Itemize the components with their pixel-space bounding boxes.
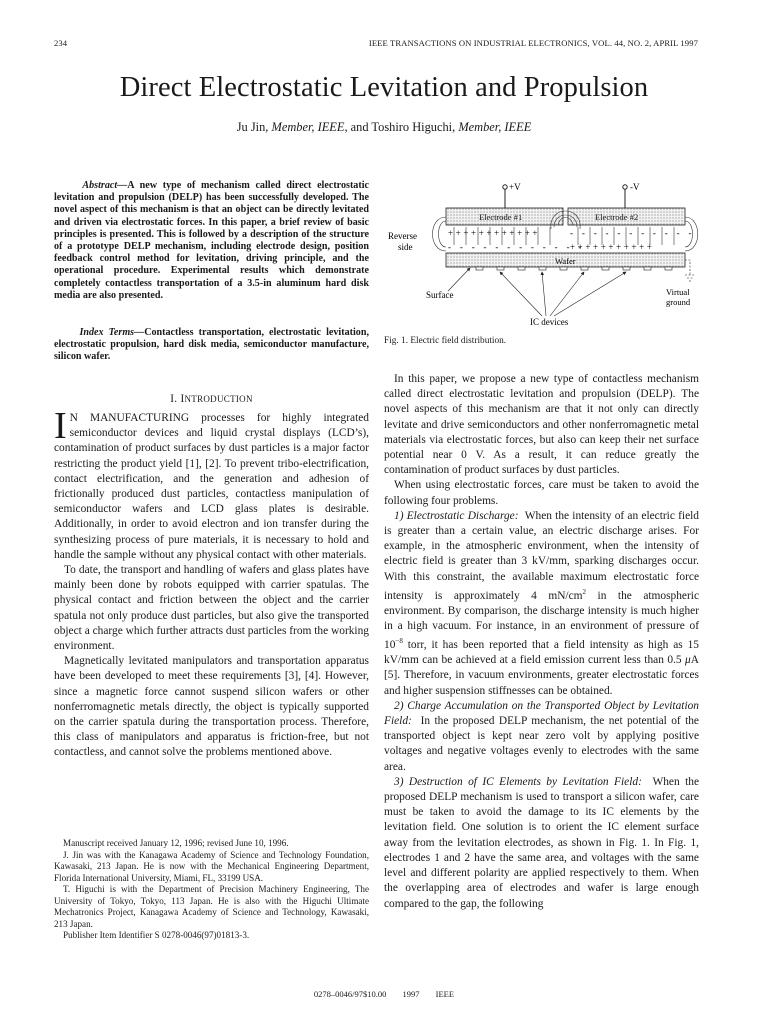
paper-title: Direct Electrostatic Levitation and Propulsion xyxy=(119,72,649,103)
author-2-membership: Member, IEEE xyxy=(458,120,532,134)
ic-device-bumps xyxy=(476,267,672,270)
label-virtual: Virtual xyxy=(666,287,690,297)
charges-negative-wafer-left: - - - - - - - - - - - - xyxy=(448,242,585,252)
right-column-body xyxy=(384,372,699,912)
index-terms xyxy=(54,327,369,364)
leaders-ic-devices xyxy=(500,272,626,316)
page-number: 234 xyxy=(54,38,68,48)
label-electrode-2: Electrode #2 xyxy=(595,212,639,222)
running-header: IEEE TRANSACTIONS ON INDUSTRIAL ELECTRONICS, VOL. 44, NO. 2, APRIL 1997 xyxy=(368,38,698,48)
label-side: side xyxy=(398,242,413,252)
label-plus-v: +V xyxy=(509,182,521,192)
abstract xyxy=(54,180,369,302)
subsection-electrostatic-discharge: 1) Electrostatic Discharge: When the intensity of an electric field is greater than a certain value, an electric discharge arises. For example, in the atmospheric environment, when the intensity of electric field is greater than 3 kV/mm, sparking discharges occur. With this constraint, the available maximum electrostatic force intensity is approximately 4 $mN/cm^2$ in the atmospheric environment. By comparison, the discharge intensity is much higher in a high vacuum. For instance, in an environment of pressure of $10^{-8}$ torr, it has been reported that a field intensity as high as 15 kV/mm can be achieved at a field emission current less than 0.5 μA [5]. Therefore, in vacuum environments, greater electrostatic forces and higher suspension stiffnesses can be obtained. xyxy=(384,509,700,697)
abstract-label: Abstract— xyxy=(82,180,128,191)
label-ic-devices: IC devices xyxy=(530,317,569,327)
index-terms-text: Contactless transportation, electrostatic levitation, electrostatic propulsion, hard disk media, semiconductor manufacture, silicon wafer. xyxy=(54,327,369,363)
section-heading-introduction xyxy=(54,393,369,405)
author-2: and Toshiro Higuchi, xyxy=(350,120,456,134)
left-column-body xyxy=(54,405,369,761)
footnote-author-1: J. Jin was with the Kanagawa Academy of Science and Technology Foundation, Kawasaki, 213 Japan. He is now with the Mechanical Engineering Department, Florida International University, Miami, FL, 33199 USA. xyxy=(54,849,369,883)
label-ground: ground xyxy=(666,297,691,307)
footnote-received: Manuscript received January 12, 1996; revised June 10, 1996. xyxy=(63,838,289,848)
footnote-author-2: T. Higuchi is with the Department of Precision Machinery Engineering, The University of Tokyo, Tokyo, 113 Japan. He is also with the Higuchi Ultimate Mechatronics Project, Kanagawa Academy of Science and Technology, Kawasaki, 213 Japan. xyxy=(54,884,369,929)
footnote-identifier: Publisher Item Identifier S 0278-0046(97)01813-3. xyxy=(63,930,250,940)
footer-code: 0278–0046/97$10.00 xyxy=(313,989,387,999)
author-1: Ju Jin, xyxy=(236,120,269,134)
figure-caption: Fig. 1. Electric field distribution. xyxy=(384,336,507,346)
intro-paragraph-2: To date, the transport and handling of wafers and glass plates have mainly been done by robots equipped with carrier spatulas. The physical contact and friction between the object and the carrier spatula not only produce dust particles, but also give the transported object a charge which further attracts dust particles from the working environment. xyxy=(54,564,369,653)
section-number: I. xyxy=(170,393,178,405)
charges-positive-electrode-1: ++++++++++++ xyxy=(448,228,541,238)
figure-electric-field xyxy=(384,175,699,335)
virtual-ground-icon xyxy=(685,260,695,281)
author-line xyxy=(0,120,768,135)
terminal-minus-icon xyxy=(623,185,627,189)
terminal-plus-icon xyxy=(503,185,507,189)
intro-paragraph-1: I N MANUFACTURING processes for highly integrated semiconductor devices and liquid crystal displays (LCD’s), contamination of product surfaces by dust particles is a major factor restricting the product yield [1], [2]. To prevent tribo-electrification, contact electrification, and the generation and adhesion of frictionally produced dust particles, contactless manipulation of semiconductor wafers and LCD glass plates is desirable. Additionally, in order to avoid electron and ion transfer during the synthesizing process of pure materials, it is necessary to hold and handle the sample without any physical contact with other materials. xyxy=(54,405,369,561)
index-terms-label: Index Terms— xyxy=(79,327,145,338)
charges-negative-electrode-2: - - - - - - - - - - - xyxy=(570,228,695,238)
footer-copyright: 1997 IEEE xyxy=(402,989,455,999)
label-wafer: Wafer xyxy=(555,256,576,266)
page-footer xyxy=(0,989,768,999)
label-surface: Surface xyxy=(426,290,454,300)
leader-surface xyxy=(448,268,470,291)
right-paragraph-2: When using electrostatic forces, care must be taken to avoid the following four problems. xyxy=(384,479,699,507)
subsection-ic-destruction: 3) Destruction of IC Elements by Levitation Field: When the proposed DELP mechanism is used to transport a silicon wafer, care must be taken to avoid the damage to its IC elements by the levitation field. One solution is to orient the IC element surface away from the levitation electrodes, as shown in Fig. 1. In Fig. 1, electrodes 1 and 2 have the same area, and voltages with the same level and different polarity are applied respectively to them. When the overlapping area of electrodes and wafer is large enough compared to the gap, the following xyxy=(384,775,699,910)
section-title: INTRODUCTION xyxy=(180,393,253,405)
charges-positive-wafer-right: +++++++++++ xyxy=(570,242,655,252)
label-minus-v: -V xyxy=(630,182,640,192)
drop-cap: I xyxy=(54,405,67,447)
label-reverse: Reverse xyxy=(388,231,417,241)
right-paragraph-1: In this paper, we propose a new type of contactless mechanism called direct electrostatic levitation and propulsion (DELP). The novel aspects of this mechanism are that it not only can directly levitate and drive semiconductors and other nonferromagnetic metal materials via electrostatic forces, but also can keep their net surface potential near 0 V. As a result, it can reduce greatly the contamination of product surfaces by dust particles. xyxy=(384,373,699,477)
abstract-text: A new type of mechanism called direct electrostatic levitation and propulsion (DELP) has been successfully developed. The novel aspect of this mechanism is that an object can be directly levitated and driven via electrostatic forces. In this paper, a brief review of basic principles is presented. This is followed by a description of the structure of a prototype DELP mechanism, including electrode design, position feedback control method for levitation, driving principle, and the operational procedure. Experimental results which demonstrate completely contactless transportation of a 3.5-in aluminum hard disk media are also presented. xyxy=(54,180,370,301)
author-1-membership: Member, IEEE, xyxy=(271,120,348,134)
subsection-charge-accumulation: 2) Charge Accumulation on the Transported Object by Levitation Field: In the proposed DELP mechanism, the net potential of the transported object is kept near zero volt by applying positive voltages and negative voltages evenly to electrodes with the same area. xyxy=(384,699,699,773)
label-electrode-1: Electrode #1 xyxy=(479,212,523,222)
footnotes xyxy=(54,838,369,942)
intro-paragraph-3: Magnetically levitated manipulators and transportation apparatus have been developed to meet these requirements [3], [4]. However, since a magnetic force cannot suspend silicon wafers or other nonferromagnetic metals directly, the object is typically supported on the carrier spatula during the transportation process. Therefore, this class of manipulators and apparatus is friction-free, but not contactless, and cannot solve the problems mentioned above. xyxy=(54,655,369,759)
